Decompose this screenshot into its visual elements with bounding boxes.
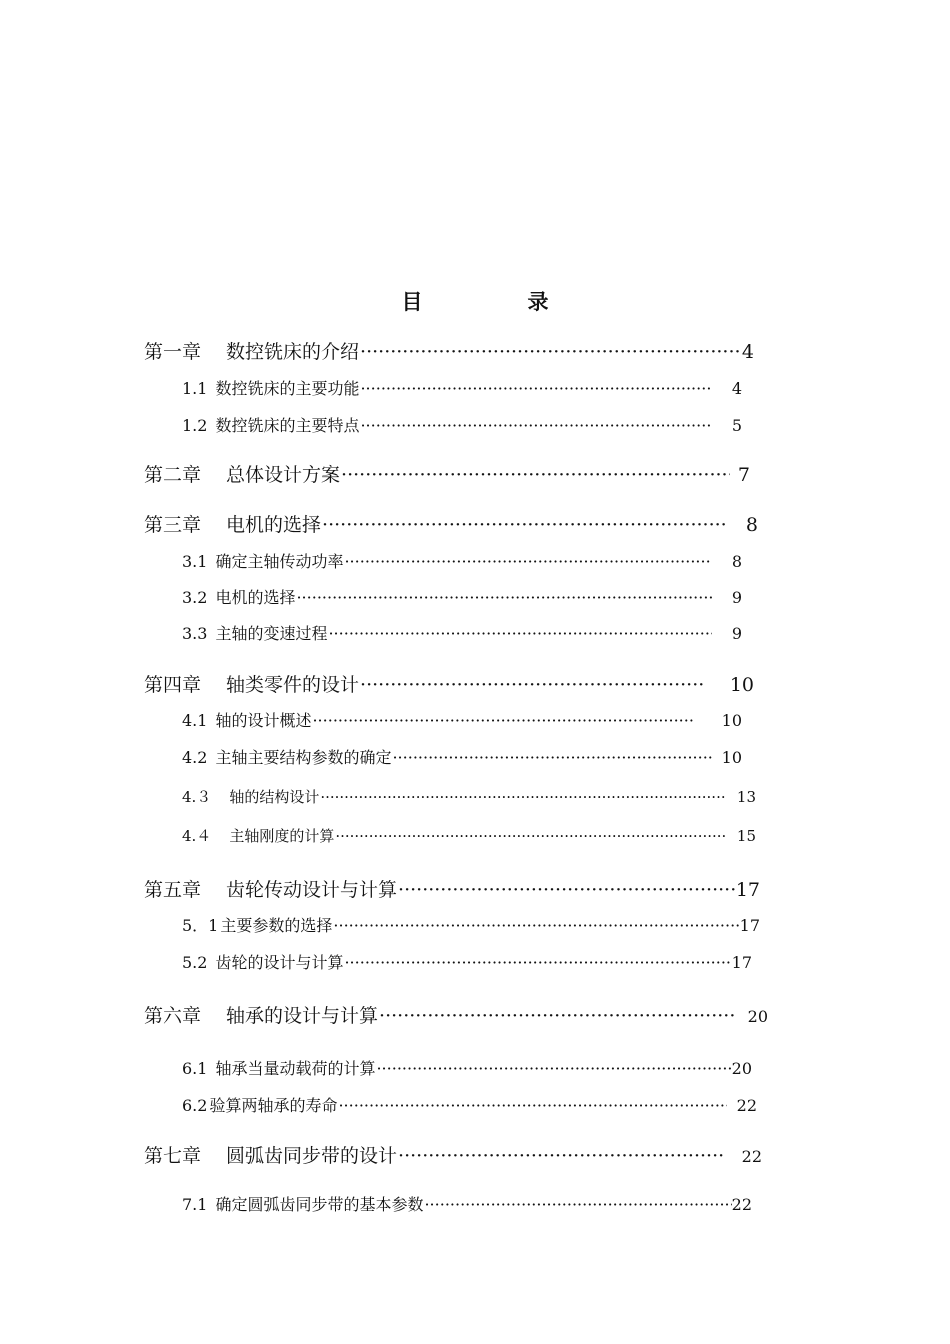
toc-entry-section-5-2[interactable] — [182, 950, 752, 973]
page-number: 22 — [736, 1096, 757, 1115]
section-title: 主轴刚度的计算 — [229, 827, 335, 845]
section-number: 6.1 — [182, 1059, 208, 1078]
leader-dots — [344, 552, 711, 571]
toc-entry-section-4-3[interactable] — [182, 786, 756, 807]
toc-entry-section-4-1[interactable] — [182, 708, 742, 731]
page-number: 13 — [736, 788, 756, 806]
section-title: 数控铣床的主要特点 — [215, 416, 360, 435]
toc-entry-chapter-3[interactable] — [144, 510, 758, 537]
section-title: 齿轮的设计与计算 — [215, 953, 344, 972]
page-number: 20 — [747, 1007, 768, 1026]
chapter-title: 齿轮传动设计与计算 — [226, 879, 398, 901]
section-title: 电机的选择 — [215, 588, 296, 607]
page-number: 22 — [741, 1147, 762, 1166]
leader-dots — [338, 1096, 726, 1115]
leader-dots — [320, 788, 727, 806]
leader-dots — [296, 588, 711, 607]
toc-entry-section-4-2[interactable] — [182, 745, 742, 768]
chapter-number: 第一章 — [144, 341, 202, 363]
leader-dots — [360, 674, 704, 696]
page-number: 22 — [731, 1195, 752, 1214]
toc-entry-chapter-5[interactable] — [144, 875, 760, 902]
section-number: 5.2 — [182, 953, 208, 972]
chapter-number: 第四章 — [144, 674, 202, 696]
page-number: 17 — [739, 916, 760, 935]
leader-dots — [341, 464, 730, 486]
toc-entry-chapter-4[interactable] — [144, 670, 754, 697]
toc-entry-section-3-3[interactable] — [182, 621, 742, 644]
leader-dots — [360, 341, 741, 363]
chapter-title: 电机的选择 — [226, 514, 322, 536]
leader-dots — [333, 916, 739, 935]
page-number: 7 — [737, 464, 750, 486]
chapter-number: 第二章 — [144, 464, 202, 486]
leader-dots — [376, 1059, 731, 1078]
section-title: 主轴的变速过程 — [215, 624, 328, 643]
section-title: 确定主轴传动功率 — [215, 552, 344, 571]
toc-entry-section-6-2[interactable] — [182, 1093, 757, 1116]
section-number: 3.2 — [182, 588, 208, 607]
section-number: 7.1 — [182, 1195, 208, 1214]
page-number: 8 — [745, 514, 758, 536]
page-number: 8 — [731, 552, 742, 571]
toc-entry-section-6-1[interactable] — [182, 1056, 752, 1079]
section-title: 数控铣床的主要功能 — [215, 379, 360, 398]
section-number: 4.2 — [182, 748, 208, 767]
chapter-title: 总体设计方案 — [226, 464, 341, 486]
section-title: 验算两轴承的寿命 — [209, 1096, 338, 1115]
section-number: 3.3 — [182, 624, 208, 643]
toc-entry-section-3-1[interactable] — [182, 549, 742, 572]
leader-dots — [424, 1195, 731, 1214]
page-number: 10 — [729, 674, 754, 696]
section-number: 1.2 — [182, 416, 208, 435]
leader-dots — [360, 416, 711, 435]
leader-dots — [379, 1005, 736, 1027]
section-title: 主轴主要结构参数的确定 — [215, 748, 392, 767]
page-number: 20 — [731, 1059, 752, 1078]
leader-dots — [344, 953, 731, 972]
page-number: 5 — [731, 416, 742, 435]
chapter-title: 圆弧齿同步带的设计 — [226, 1145, 398, 1167]
toc-entry-chapter-6[interactable] — [144, 1001, 768, 1028]
chapter-number: 第七章 — [144, 1145, 202, 1167]
toc-entry-section-1-1[interactable] — [182, 376, 742, 399]
leader-dots — [398, 1145, 724, 1167]
leader-dots — [398, 879, 736, 901]
leader-dots — [328, 624, 711, 643]
page-number: 4 — [741, 341, 754, 363]
section-title: 主要参数的选择 — [220, 916, 333, 935]
chapter-title: 轴类零件的设计 — [226, 674, 360, 696]
toc-entry-section-5-1[interactable] — [182, 913, 760, 936]
section-number: 4.1 — [182, 711, 208, 730]
section-number: 4.３ — [182, 788, 212, 806]
toc-entry-section-7-1[interactable] — [182, 1192, 752, 1215]
chapter-title: 轴承的设计与计算 — [226, 1005, 379, 1027]
toc-entry-chapter-2[interactable] — [144, 460, 750, 487]
section-number: 6.2 — [182, 1096, 208, 1115]
page-number: 17 — [735, 879, 760, 901]
toc-entry-chapter-1[interactable] — [144, 337, 754, 364]
leader-dots — [322, 514, 728, 536]
page-number: 4 — [731, 379, 742, 398]
page-number: 10 — [721, 711, 742, 730]
section-number: 4.４ — [182, 827, 212, 845]
section-number: 5．1 — [182, 916, 219, 935]
leader-dots — [392, 748, 711, 767]
leader-dots — [335, 827, 727, 845]
chapter-number: 第三章 — [144, 514, 202, 536]
toc-entry-chapter-7[interactable] — [144, 1141, 762, 1168]
page-number: 17 — [731, 953, 752, 972]
page-number: 10 — [721, 748, 742, 767]
toc-entry-section-4-4[interactable] — [182, 825, 756, 846]
page-number: 9 — [731, 624, 742, 643]
section-title: 轴的结构设计 — [229, 788, 320, 806]
section-title: 确定圆弧齿同步带的基本参数 — [215, 1195, 424, 1214]
section-number: 1.1 — [182, 379, 208, 398]
page-number: 9 — [731, 588, 742, 607]
toc-title: 目 录 — [401, 290, 591, 314]
page-number: 15 — [736, 827, 756, 845]
toc-entry-section-3-2[interactable] — [182, 585, 742, 608]
chapter-number: 第五章 — [144, 879, 202, 901]
section-title: 轴的设计概述 — [215, 711, 312, 730]
toc-entry-section-1-2[interactable] — [182, 413, 742, 436]
leader-dots — [312, 711, 693, 730]
chapter-number: 第六章 — [144, 1005, 202, 1027]
section-number: 3.1 — [182, 552, 208, 571]
chapter-title: 数控铣床的介绍 — [226, 341, 360, 363]
leader-dots — [360, 379, 711, 398]
section-title: 轴承当量动载荷的计算 — [215, 1059, 376, 1078]
